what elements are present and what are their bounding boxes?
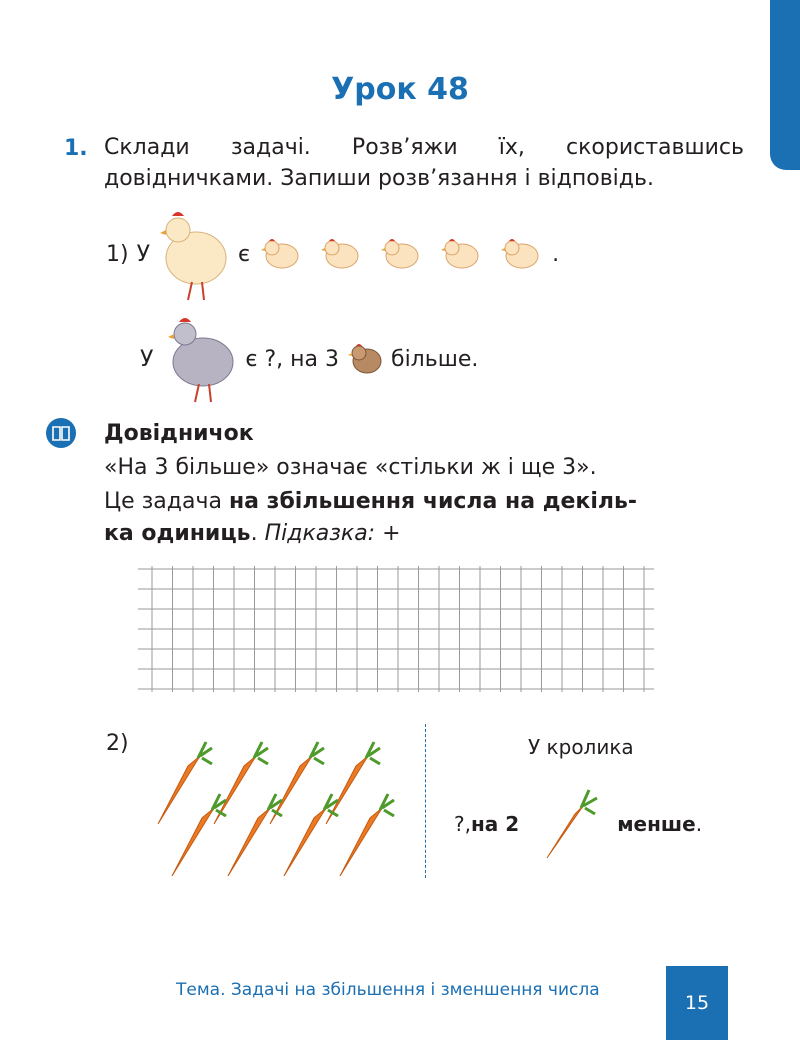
- white-hen-icon: [156, 206, 232, 302]
- chick-icon: [500, 236, 542, 272]
- book-icon: [46, 418, 76, 448]
- subtask2-rabbit: У кролика: [528, 735, 634, 759]
- brown-chick-icon: [347, 341, 383, 377]
- lesson-title: Урок 48: [331, 72, 469, 107]
- chick-icon: [380, 236, 422, 272]
- task-text: Склади задачі. Розв’яжи їх, скориставшись довідничками. Запиши розв’язання і відповідь.: [104, 135, 744, 191]
- subtask1-ye2: є ?, на 3: [245, 346, 339, 372]
- subtask1-u1: У: [136, 241, 150, 267]
- writing-grid: [138, 566, 654, 692]
- chick-icon: [260, 236, 302, 272]
- carrot-icon: [284, 794, 338, 876]
- carrot-icon: [326, 742, 380, 824]
- reference-title: Довідничок: [104, 421, 254, 446]
- task-number: 1.: [64, 136, 88, 161]
- grey-hen-icon: [161, 314, 237, 404]
- subtask1-line2: [140, 314, 478, 404]
- carrots-group: [152, 740, 404, 880]
- subtask1-label: 1): [106, 241, 129, 267]
- footer-topic: Тема. Задачі на збільшення і зменшення числа: [176, 980, 600, 1000]
- reference-line3: ка одиниць. Підказка: +: [104, 521, 401, 546]
- carrot-icon: [214, 742, 268, 824]
- subtask1-more: більше.: [391, 346, 479, 372]
- carrot-icon: [228, 794, 282, 876]
- subtask2-line2: ?, на 2 менше .: [454, 784, 702, 864]
- subtask1-u2: У: [140, 346, 154, 372]
- page-number: 15: [666, 966, 728, 1040]
- carrot-icon: [158, 742, 212, 824]
- subtask1-line1: [106, 206, 559, 302]
- carrot-icon: [270, 742, 324, 824]
- subtask1-ye1: є: [238, 241, 251, 267]
- carrot-icon: [340, 794, 394, 876]
- reference-line1: «На 3 більше» означає «стільки ж і ще 3».: [104, 455, 597, 480]
- subtask2-label: 2): [106, 731, 129, 756]
- subtask1-dot: .: [552, 241, 560, 267]
- chick-icon: [440, 236, 482, 272]
- carrot-icon: [172, 794, 226, 876]
- carrot-icon: [539, 786, 599, 862]
- chick-icon: [320, 236, 362, 272]
- divider: [425, 724, 426, 878]
- reference-line2: Це задача на збільшення числа на декіль-: [104, 489, 638, 514]
